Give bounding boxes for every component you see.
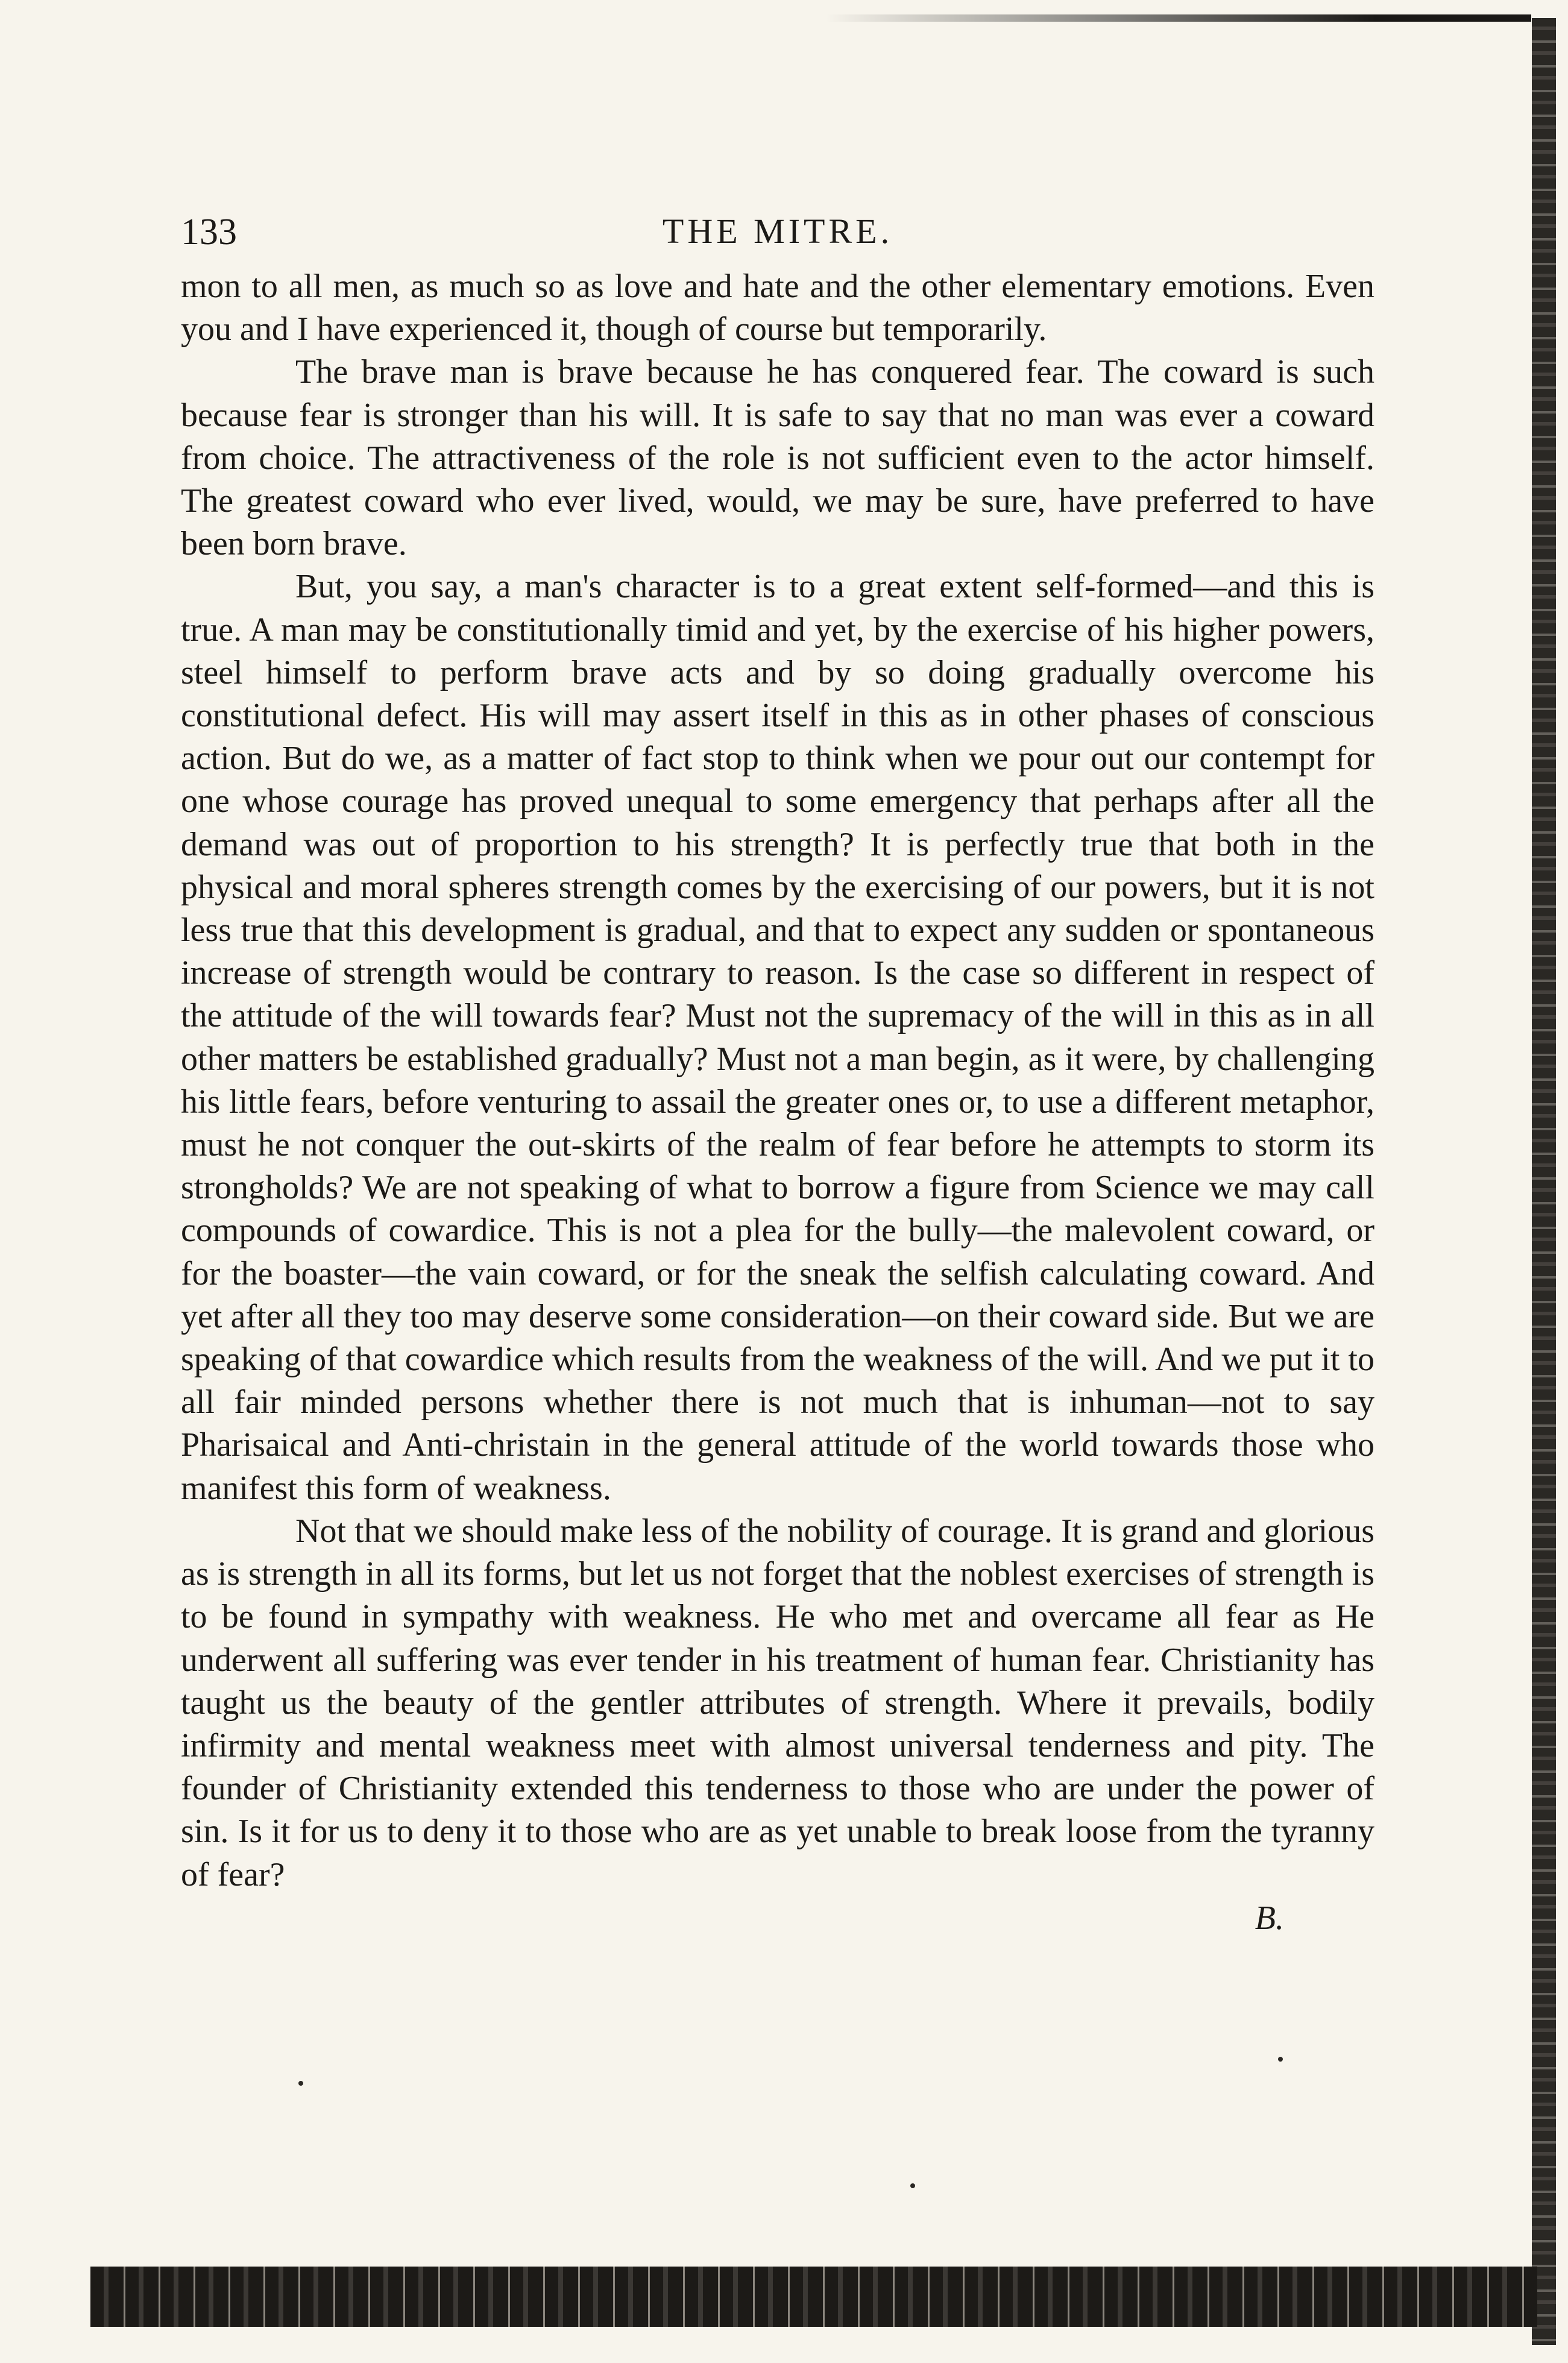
paragraph: Not that we should make less of the nobility of courage. It is grand and glorious as is strength in all its forms, but let us not forget that the noblest exercises of strength is to be found in sympathy with weakness. He who met and overcame all fear as He underwent all suffering was ever tender in his treatment of human fear. Christianity has taught us the beauty of the gentler attributes of strength. Where it prevails, bodily infirmity and mental weakness meet with almost universal tenderness and pity. The founder of Christianity extended this tenderness to those who are under the power of sin. Is it for us to deny it to those who are as yet unable to break loose from the tyranny of fear? (181, 1512, 1374, 1893)
page-number: 133 (181, 212, 237, 253)
paragraph: But, you say, a man's character is to a great extent self-formed—and this is true. A man may be constitutionally timid and yet, by the exercise of his higher powers, steel himself to perform brave acts and by so doing gradually overcome his constitutional defect. His will may assert itself in this as in other phases of conscious action. But do we, as a matter of fact stop to think when we pour out our contempt for one whose courage has proved unequal to some emergency that perhaps after all the demand was out of proportion to his strength? It is perfectly true that both in the physical and moral spheres strength comes by the exercising of our powers, but it is not less true that this development is gradual, and that to expect any sudden or spontaneous increase of strength would be contrary to reason. Is the case so different in respect of the attitude of the will towards fear? Must not the supremacy of the will in this as in all other matters be established gradually? Must not a man begin, as it were, by challenging his little fears, before venturing to assail the greater ones or, to use a different metaphor, must he not conquer the out-skirts of the realm of fear before he attempts to storm its strongholds? We are not speaking of what to borrow a figure from Science we may call compounds of cowardice. This is not a plea for the bully—the malevolent coward, or for the boaster—the vain coward, or for the sneak the selfish calculating coward. And yet after all they too may deserve some consideration—on their coward side. But we are speaking of that cowardice which results from the weakness of the will. And we put it to all fair minded persons whether there is not much that is inhuman—not to say Pharisaical and Anti-christain in the general attitude of the world towards those who manifest this form of weakness. (181, 568, 1374, 1507)
paragraph-continuation: mon to all men, as much so as love and hate and the other elementary emotions. Even you and I have experienced it, though of course but temporarily. (181, 268, 1374, 348)
article-body (181, 265, 1374, 1896)
running-head (181, 199, 1374, 265)
scan-top-rule (826, 14, 1531, 22)
scan-bottom-band (90, 2267, 1537, 2327)
paragraph: The brave man is brave because he has conquered fear. The coward is such because fear is stronger than his will. It is safe to say that no man was ever a coward from choice. The attractiveness of the role is not sufficient even to the actor himself. The greatest coward who ever lived, would, we may be sure, have preferred to have been born brave. (181, 353, 1374, 563)
scan-right-edge (1532, 18, 1556, 2345)
running-title: THE MITRE. (662, 212, 893, 251)
author-signature: B. (1255, 1899, 1284, 1937)
page (181, 199, 1374, 1937)
